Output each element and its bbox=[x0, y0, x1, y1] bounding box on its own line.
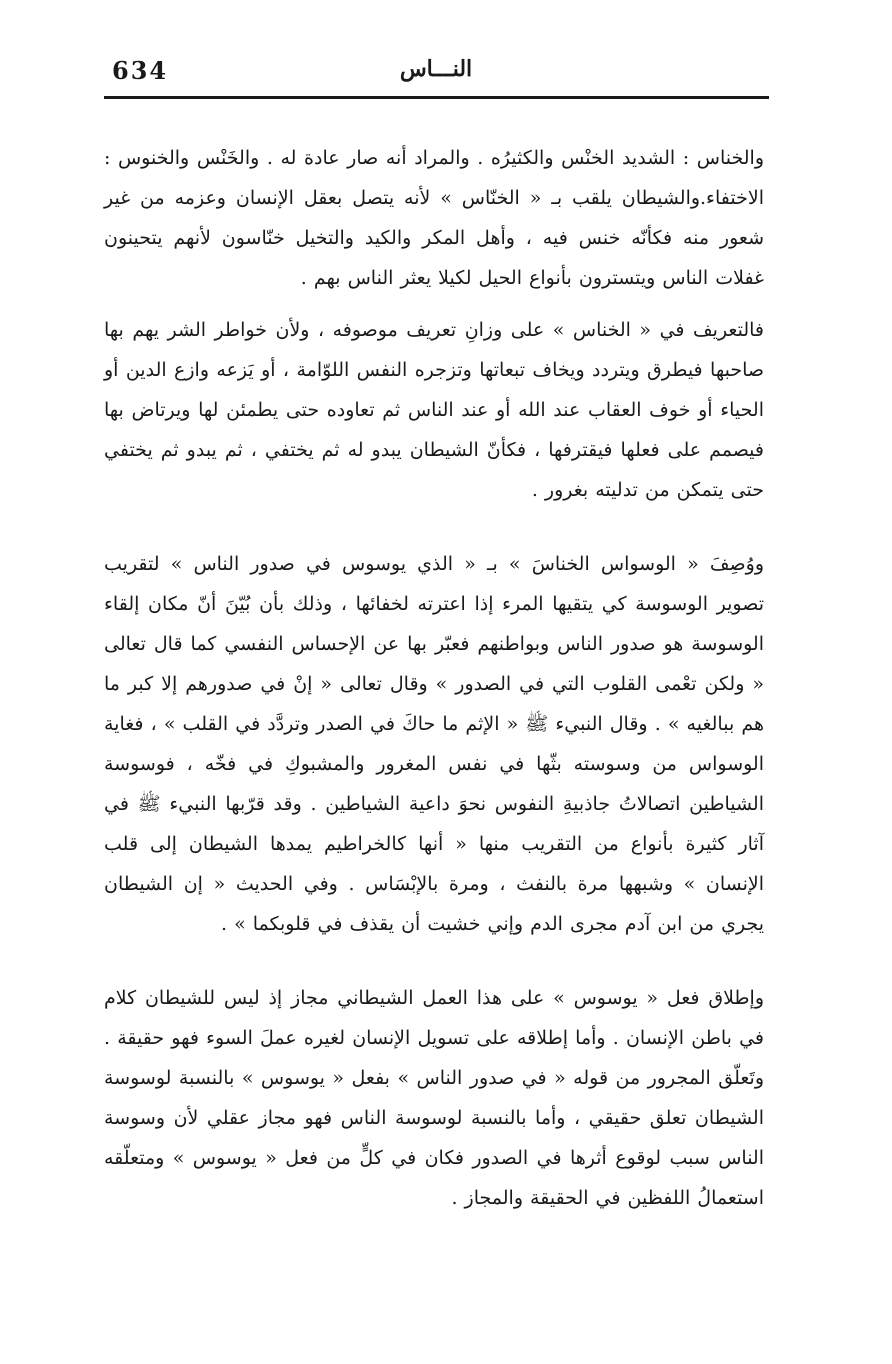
running-head bbox=[104, 56, 768, 92]
paragraph-description-waswas: ووُصِفَ « الوسواس الخناسَ » بـ « الذي يوسوس في صدور الناس » لتقريب تصوير الوسوسة كي يتقيها المرء إذا اعترته لخفائها ، وذلك بأن بُيّنَ أنّ مكان إلقاء الوسوسة هو صدور الناس وبواطنهم فعبّر بها عن الإحساس النفسي كما قال تعالى « ولكن تعْمى القلوب التي في الصدور » وقال تعالى « إنْ في صدورهم إلا كبر ما هم ببالغيه » . وقال النبيء ﷺ « الإثم ما حاكَ في الصدر وتردَّد في القلب » ، فغاية الوسواس من وسوسته بثّها في نفس المغرور والمشبوكِ في فخّه ، فوسوسة الشياطين اتصالاتُ جاذبيةِ النفوس نحوَ داعية الشياطين . وقد قرّبها النبيء ﷺ في آثار كثيرة بأنواع من التقريب منها « أنها كالخراطيم يمدها الشيطان إلى قلب الإنسان » وشبهها مرة بالنفث ، ومرة بالإبْسَاس . وفي الحديث « إن الشيطان يجري من ابن آدم مجرى الدم وإني خشيت أن يقذف في قلوبكما » . bbox=[104, 553, 764, 935]
running-title: النـــاس bbox=[399, 56, 473, 82]
paragraph-khannas-definition: والخناس : الشديد الخنْس والكثيرُه . والمراد أنه صار عادة له . والخَنْس والخنوس : الاختفاء.والشيطان يلقب بـ « الخنّاس » لأنه يتصل بعقل الإنسان وعزمه من غير شعور منه فكأنّه خنس فيه ، وأهل المكر والكيد والتخيل خنّاسون لأنهم يتحينون غفلات الناس ويتسترون بأنواع الحيل لكيلا يعثر الناس بهم . bbox=[104, 147, 764, 289]
body-text bbox=[104, 138, 764, 1218]
paragraph-definite-article: فالتعريف في « الخناس » على وزانِ تعريف موصوفه ، ولأن خواطر الشر يهم بها صاحبها فيطرق ويتردد ويخاف تبعاتها وتزجره النفس اللوّامة ، أو يَزعه وازع الدين أو الحياء أو خوف العقاب عند الله أو عند الناس ثم تعاوده حتى يطمئن لها ويرتاض بها فيصمم على فعلها فيقترفها ، فكأنّ الشيطان يبدو له ثم يختفي ، ثم يبدو ثم يختفي حتى يتمكن من تدليته بغرور . bbox=[104, 319, 764, 501]
header-rule bbox=[104, 96, 769, 99]
paragraph-yuwaswis-usage: وإطلاق فعل « يوسوس » على هذا العمل الشيطاني مجاز إذ ليس للشيطان كلام في باطن الإنسان . وأما إطلاقه على تسويل الإنسان لغيره عملَ السوء فهو حقيقة . وتَعلّق المجرور من قوله « في صدور الناس » بفعل « يوسوس » بالنسبة لوسوسة الشيطان تعلق حقيقي ، وأما بالنسبة لوسوسة الناس فهو مجاز عقلي لأن وسوسة الناس سبب لوقوع أثرها في الصدور فكان في كلٍّ من فعل « يوسوس » ومتعلّقه استعمالُ اللفظين في الحقيقة والمجاز . bbox=[104, 987, 765, 1209]
page-number: 634 bbox=[112, 56, 169, 85]
